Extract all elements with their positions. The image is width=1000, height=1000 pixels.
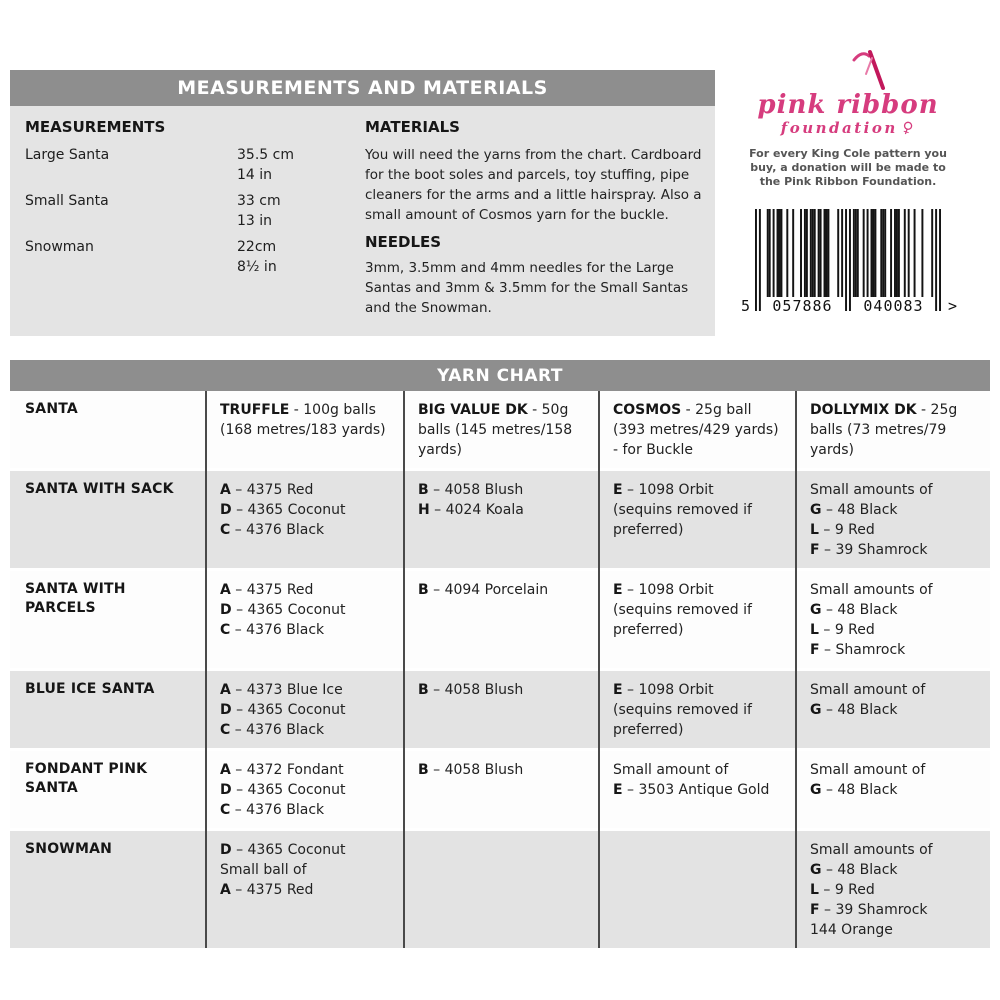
measurement-label: Small Santa [25, 193, 109, 209]
imperial-value: 14 in [237, 167, 273, 183]
yarn-line: (168 metres/183 yards) [220, 422, 386, 438]
yarn-line: C – 4376 Black [220, 622, 325, 638]
yarn-line: A – 4372 Fondant [220, 762, 344, 778]
yarn-cell-dollymix [796, 751, 990, 828]
yarn-line: B – 4058 Blush [418, 682, 524, 698]
measurement-label: Snowman [25, 239, 94, 255]
yarn-line: D – 4365 Coconut [220, 602, 346, 618]
measurement-row [25, 237, 355, 277]
row-label: SANTA WITH PARCELS [25, 581, 126, 616]
yarn-line: Small ball of [220, 862, 307, 878]
yarn-line: L – 9 Red [810, 882, 875, 898]
pink-ribbon-foundation-text [722, 119, 974, 137]
yarn-line: F – 39 Shamrock [810, 902, 928, 918]
yarn-line: Small amounts of [810, 582, 933, 598]
tagline-line: the Pink Ribbon Foundation. [759, 175, 937, 188]
yarn-line: COSMOS - 25g ball [613, 402, 752, 418]
yarn-line: BIG VALUE DK - 50g [418, 402, 569, 418]
yarn-row [10, 571, 990, 668]
yarn-line: G – 48 Black [810, 862, 898, 878]
row-label: SNOWMAN [25, 841, 113, 857]
tagline-line: For every King Cole pattern you [749, 147, 947, 160]
yarn-header-row [10, 391, 990, 468]
yarn-cell-cosmos [599, 471, 796, 568]
measurement-value [237, 145, 294, 185]
yarn-line: balls (145 metres/158 [418, 422, 573, 438]
barcode-digit-first: 5 [741, 297, 751, 315]
yarn-line: B – 4058 Blush [418, 762, 524, 778]
charity-tagline [722, 147, 974, 189]
metric-value: 22cm [237, 239, 277, 255]
yarn-line: G – 48 Black [810, 782, 898, 798]
yarn-rows [10, 391, 990, 948]
yarn-line: A – 4375 Red [220, 482, 314, 498]
yarn-line: E – 1098 Orbit [613, 482, 714, 498]
yarn-line: D – 4365 Coconut [220, 842, 346, 858]
row-label: SANTA [25, 401, 78, 417]
yarn-line: C – 4376 Black [220, 522, 325, 538]
tagline-line: buy, a donation will be made to [750, 161, 946, 174]
yarn-line: A – 4375 Red [220, 882, 314, 898]
yarn-cell-truffle [206, 571, 404, 668]
measurement-value [237, 237, 277, 277]
yarn-cell-bigvalue [404, 571, 599, 668]
metric-value: 33 cm [237, 193, 281, 209]
yarn-cell-bigvalue [404, 831, 599, 948]
row-label: SANTA WITH SACK [25, 481, 174, 497]
row-label: BLUE ICE SANTA [25, 681, 155, 697]
yarn-line: G – 48 Black [810, 702, 898, 718]
yarn-line: D – 4365 Coconut [220, 502, 346, 518]
imperial-value: 13 in [237, 213, 273, 229]
yarn-line: preferred) [613, 522, 684, 538]
yarn-cell-cosmos [599, 391, 796, 468]
yarn-line: F – Shamrock [810, 642, 906, 658]
pink-ribbon-logo-text: pink ribbon [757, 90, 939, 120]
yarn-cell-cosmos [599, 571, 796, 668]
yarn-cell-dollymix [796, 471, 990, 568]
yarn-line: 144 Orange [810, 922, 893, 938]
female-figure-icon: ♀ [899, 117, 918, 139]
yarn-cell-truffle [206, 471, 404, 568]
yarn-cell-dollymix [796, 571, 990, 668]
yarn-cell-dollymix [796, 671, 990, 748]
yarn-line: E – 1098 Orbit [613, 582, 714, 598]
yarn-line: TRUFFLE - 100g balls [220, 402, 376, 418]
yarn-cell-dollymix [796, 391, 990, 468]
yarn-cell-cosmos [599, 671, 796, 748]
materials-heading: MATERIALS [365, 118, 460, 136]
yarn-cell-cosmos [599, 751, 796, 828]
yarn-line: E – 1098 Orbit [613, 682, 714, 698]
row-label: FONDANT PINK SANTA [25, 761, 148, 796]
yarn-line: (sequins removed if [613, 602, 752, 618]
yarn-line: yards) [418, 442, 463, 458]
imperial-value: 8½ in [237, 259, 277, 275]
measurement-value [237, 191, 281, 231]
yarn-line: Small amount of [810, 762, 926, 778]
yarn-line: Small amount of [613, 762, 729, 778]
yarn-table [10, 391, 990, 948]
barcode-digit-group1: 057886 [772, 297, 833, 315]
charity-block [722, 48, 974, 315]
yarn-row [10, 831, 990, 948]
yarn-line: (393 metres/429 yards) [613, 422, 779, 438]
yarn-cell-bigvalue [404, 751, 599, 828]
measurement-label: Large Santa [25, 147, 110, 163]
yarn-line: C – 4376 Black [220, 722, 325, 738]
column-divider [403, 391, 405, 948]
yarn-line: (sequins removed if [613, 702, 752, 718]
measurement-row [25, 145, 355, 185]
yarn-row [10, 671, 990, 748]
measurements-section-title: MEASUREMENTS AND MATERIALS [10, 70, 715, 106]
measurements-heading: MEASUREMENTS [25, 118, 166, 136]
foundation-word: foundation [780, 119, 898, 137]
pink-ribbon-icon [842, 48, 906, 92]
yarn-row [10, 471, 990, 568]
yarn-cell-bigvalue [404, 391, 599, 468]
yarn-line: L – 9 Red [810, 522, 875, 538]
column-divider [795, 391, 797, 948]
yarn-line: D – 4365 Coconut [220, 782, 346, 798]
yarn-line: G – 48 Black [810, 602, 898, 618]
yarn-line: (sequins removed if [613, 502, 752, 518]
yarn-line: A – 4373 Blue Ice [220, 682, 343, 698]
yarn-line: G – 48 Black [810, 502, 898, 518]
yarn-cell-truffle [206, 671, 404, 748]
yarn-line: Small amounts of [810, 482, 933, 498]
needles-body: 3mm, 3.5mm and 4mm needles for the Large Santas and 3mm & 3.5mm for the Small Santas and the Snowman. [365, 260, 689, 316]
measurements-column [25, 118, 355, 326]
yarn-line: - for Buckle [613, 442, 693, 458]
yarn-chart-section [10, 360, 990, 948]
metric-value: 35.5 cm [237, 147, 294, 163]
measurements-section [10, 70, 715, 336]
column-divider [205, 391, 207, 948]
barcode [741, 209, 957, 315]
yarn-line: H – 4024 Koala [418, 502, 524, 518]
yarn-cell-truffle [206, 391, 404, 468]
yarn-line: E – 3503 Antique Gold [613, 782, 770, 798]
yarn-cell-truffle [206, 751, 404, 828]
yarn-line: Small amount of [810, 682, 926, 698]
barcode-digit-group2: 040083 [863, 297, 924, 315]
measurement-row [25, 191, 355, 231]
yarn-line: D – 4365 Coconut [220, 702, 346, 718]
yarn-chart-title: YARN CHART [10, 360, 990, 391]
yarn-line: preferred) [613, 722, 684, 738]
yarn-cell-bigvalue [404, 471, 599, 568]
yarn-line: DOLLYMIX DK - 25g [810, 402, 958, 418]
yarn-cell-bigvalue [404, 671, 599, 748]
yarn-line: yards) [810, 442, 855, 458]
column-divider [598, 391, 600, 948]
yarn-line: B – 4058 Blush [418, 482, 524, 498]
yarn-cell-truffle [206, 831, 404, 948]
yarn-line: preferred) [613, 622, 684, 638]
yarn-line: L – 9 Red [810, 622, 875, 638]
materials-column [355, 118, 703, 326]
yarn-line: Small amounts of [810, 842, 933, 858]
barcode-end-mark: > [947, 297, 957, 315]
materials-body: You will need the yarns from the chart. Cardboard for the boot soles and parcels, toy stuffing, pipe cleaners for the arms and a little hairspray. Also a small amount of Cosmos yarn for the buckle. [365, 147, 702, 223]
needles-heading: NEEDLES [365, 233, 442, 251]
barcode-bars [755, 209, 941, 311]
yarn-row [10, 751, 990, 828]
yarn-line: C – 4376 Black [220, 802, 325, 818]
yarn-cell-cosmos [599, 831, 796, 948]
yarn-line: B – 4094 Porcelain [418, 582, 549, 598]
measurements-panel [10, 106, 715, 336]
yarn-line: A – 4375 Red [220, 582, 314, 598]
yarn-cell-dollymix [796, 831, 990, 948]
yarn-line: F – 39 Shamrock [810, 542, 928, 558]
yarn-line: balls (73 metres/79 [810, 422, 947, 438]
